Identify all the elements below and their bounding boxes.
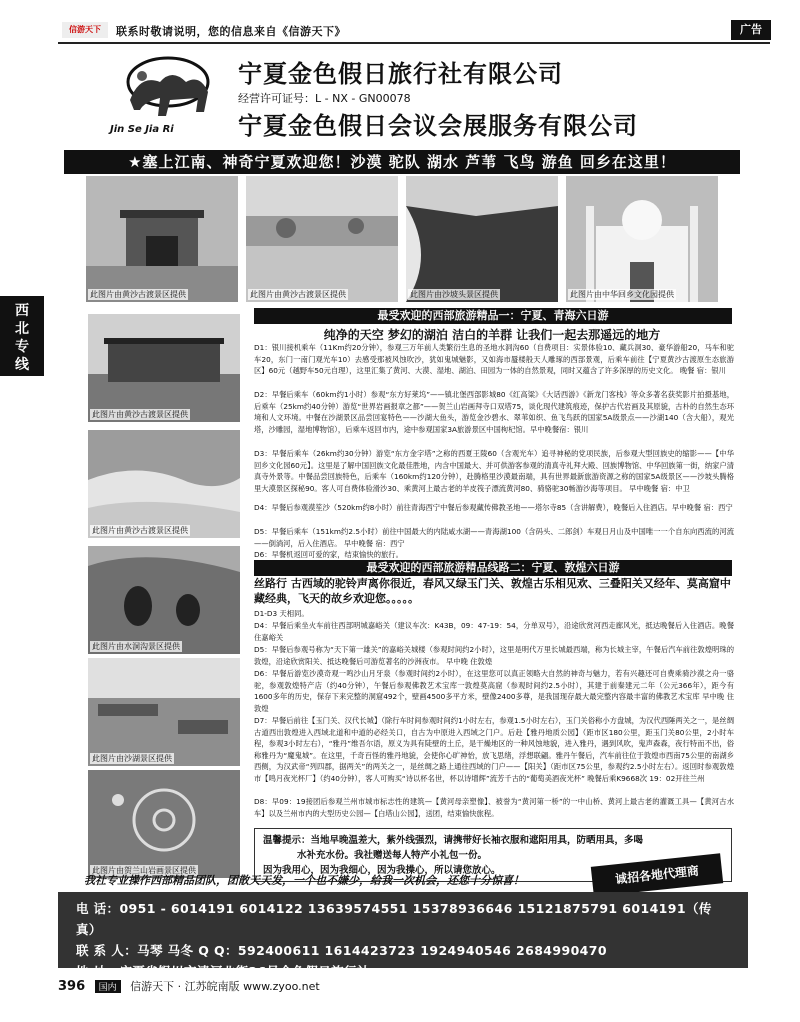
welcome-banner: ★塞上江南、神奇宁夏欢迎您！沙漠 驼队 湖水 芦苇 飞鸟 游鱼 回乡在这里！ (64, 150, 740, 174)
phone-line: 电 话：0951 - 6014191 6014122 13639574551 15378936646 15121875791 6014191（传真） (76, 901, 712, 937)
top-bar (58, 18, 770, 44)
cave-photo-icon (88, 546, 240, 654)
raft-photo-icon (88, 314, 240, 422)
edition-text: 信游天下 · 江苏皖南版 www.zyoo.net (130, 980, 320, 993)
mosque-photo-icon (566, 176, 718, 302)
page-footer (58, 978, 758, 998)
agent-recruit-badge: 诚招各地代理商 (591, 853, 723, 896)
photo-caption: 此图片由中华回乡文化园提供 (570, 290, 674, 299)
travel-advertisement (58, 46, 748, 979)
photo-sand-dune (406, 176, 558, 302)
company-name-conference: 宁夏金色假日会议会展服务有限公司 (238, 112, 638, 140)
photo-lake-shore (246, 176, 398, 302)
tab-char: 专 (15, 339, 29, 355)
photo-caption: 此图片由沙坡头景区提供 (410, 290, 498, 299)
route1-day2: D2：早餐后乘车（60km约1小时）参观“东方好莱坞”——镇北堡西部影城80《红高粱》《大话西游》《新龙门客栈》等众多著名获奖影片拍摄基地，后乘车（25km约40分钟）游览“世界岩画报章之都”——贺兰山岩画拜寺口双塔75，谈化现代建筑痕迹，保护古代岩画及其原貌，古朴的自然生态环境和人文环境。中餐在沙湖景区品尝回宴特色——沙湖大鱼头，游览金沙碧水、翠苇如织、鱼飞鸟跃的国家5A级景点——沙湖140（含大船），观光塔，沙雕园，湿地博物馆），后乘车返回市内，途中参观国家3A旅游景区中国枸杞馆。早中晚餐宿：银川 (254, 390, 734, 434)
photo-desert (88, 430, 240, 538)
photo-caption: 此图片由黄沙古渡景区提供 (250, 290, 346, 299)
petroglyph-photo-icon (88, 770, 240, 878)
photo-sand-lake (88, 658, 240, 766)
ad-label: 广告 (731, 20, 771, 40)
route2-slogan: 丝路行 古西域的驼铃声离你很近，春风又绿玉门关、敦煌古乐相见欢、三叠阳关又经年、莫高窟中藏经典，飞天的故乡欢迎您。。。。。 (254, 577, 731, 605)
route1-day4: D4：早餐后参观漠笙沙（520km约8小时）前往青海西宁中餐后参观藏传佛教圣地——塔尔寺85（含讲解费），晚餐后入住酒店。早中晚餐 宿：西宁 (254, 503, 733, 512)
license-number: 经营许可证号：L - NX - GN00078 (238, 92, 411, 105)
dune-photo-icon (406, 176, 558, 302)
route2-day5: D5：早餐后参观号称为“天下第一雄关”的嘉峪关城楼（参观时间约2小时），这里是明代万里长城最西端，称为长城主宰，午餐后汽车前往敦煌明珠的敦煌，沿途欣赏阳关、抵达晚餐后可游览著名的沙洲夜市。 早中晚 住敦煌 (254, 645, 734, 666)
tip-line: 因为我用心，因为我细心，因为我操心，所以请您放心。 (263, 865, 501, 876)
photo-caption: 此图片由黄沙古渡景区提供 (92, 410, 188, 419)
photo-cave (88, 546, 240, 654)
route2-day1-3: D1-D3 天相同。 (254, 609, 309, 618)
photo-rock-painting (88, 770, 240, 878)
route2-day7: D7：早餐后前往【玉门关、汉代长城】（除行车时间参观时间约1小时左右，参观1.5小时左右），玉门关俗称小方盘城，为汉代西陲两关之一，是丝绸古道西出敦煌进入西域北道和中道的必经关口，自古为中原进入西域之门户。后赴【雅丹地质公园】（距市区180公里，距玉门关80公里，2小时车程，参观3小时左右），“雅丹”维吾尔语，原义为具有陡壁的土丘，是干燥地区的一种风蚀地貌，进入雅丹，遇到风吹，鬼声森森，夜行特而不出，俗称雅丹为“魔鬼城”。在这里，千奇百怪的雅丹地貌，会使你心旷神怡，放飞思绪，浮想联翩。雅丹午餐后，汽车前往位于敦煌市西南75公里的南湖乡西侧，为汉武帝“列四郡，据两关”的两关之一，是丝绸之路上通往西域的门户——【阳关】（距市区75公里，参观约2.5小时左右）。返回时参观敦煌市【鸣月夜光杯厂】（约40分钟），客人可购买“诗以杯名世，杯以诗增辉”流芳千古的“葡萄美酒夜光杯” 晚餐后乘K9668次 19：02开往兰州 (254, 716, 734, 783)
route2-day8: D8：早09：19接团后参观兰州市城市标志性的建筑—【黄河母亲塑像】、被誉为“黄河第一桥”的一中山桥、黄河上最古老的灌溉工具—【黄河古水车】以及兰州市内的大型历史公园—【白塔山公园】，送团，结束愉快旅程。 (254, 797, 734, 818)
photo-ancient-ferry-gate (86, 176, 238, 302)
section-tab-northwest (0, 296, 44, 376)
tab-char: 西 (15, 303, 29, 319)
top-photo-row (86, 176, 720, 304)
tip-line: 水补充水份。我社赠送每人特产小礼包一份。 (297, 850, 488, 861)
tip-line: 温馨提示：当地早晚温差大，紫外线强烈，请携带好长袖衣服和遮阳用具，防晒用具，多喝 (263, 835, 644, 846)
photo-caption: 此图片由水洞沟景区提供 (92, 642, 180, 651)
route2-title: 最受欢迎的西部旅游精品线路二：宁夏、敦煌六日游 (254, 560, 732, 576)
tab-char: 北 (15, 321, 29, 337)
photo-raft (88, 314, 240, 422)
route1-day3: D3：早餐后乘车（26km约30分钟）游览“东方金字塔”之称的西夏王陵60（含观光车）追寻神秘的党项民族，后参观大型回族史的缩影——【中华回乡文化园60元】。这里是了解中国回族文化最佳胜地，内含中国最大、并可供游客参观的清真寺礼拜大殿、回族博物馆、中华回族第一街，纳家户清真寺外景等。中餐品尝回族特色，后乘车（160km约120分钟），赴腾格里沙漠最南端，具有世界最新旅游资源之称的国家5A级景区——沙坡头腾格里大漠景区探秘90。客人可自费体验滑沙30、乘黄河上最古老的羊皮筏子漂流黄河80、骑骆驼30畅游沙海等项目。 早中晚餐 宿：中卫 (254, 449, 734, 493)
ad-header (58, 46, 748, 146)
route1-day1: D1：银川接机乘车（11Km约20分钟），参观三万年前人类繁衍生息的圣地水洞沟60（自费项目：实景体验10、藏兵洞30、豪华游船20，马车和驼车20，东门一南门观光车10）去感受那被风蚀吹沙，犹如鬼城魅影，又如海市蜃楼般天人雕琢的西部景观，后乘车前往【宁夏黄沙古渡原生态旅游区】60元（越野车50元自理），这里汇集了黄河、大漠、湿地、湖泊、田园为一体的自然景观，同时又蕴含了许多深厚的历史文化。 晚餐 宿：银川 (254, 343, 734, 376)
route2-day6: D6：早餐后游览沙漠奇观一鸣沙山月牙泉（参观时间约2小时），在这里您可以真正领略大自然的神奇与魅力，若有兴趣还可自费乘骑沙漠之舟一骆驼，参观敦煌特产店（约40分钟），午餐后参观佛教艺术宝库一敦煌莫高窟（参观时间约2.5小时），其建于前秦建元二年（公元366年），距今有1600多年的历史，保存下来完整的洞窟492个，壁画4500多平方米，壁像2400多尊，是我国现存最大最完整内容最丰富的佛教艺术宝库 早中晚 住敦煌 (254, 669, 734, 713)
photo-caption: 此图片由沙湖景区提供 (92, 754, 172, 763)
source-notice: 联系时敬请说明，您的信息来自《信游天下》 (116, 25, 346, 38)
photo-caption: 此图片由贺兰山岩画景区提供 (92, 866, 196, 875)
service-slogan: 我社专业操作西部精品团队，团散天天发，一个也不嫌少，给我一次机会，还您十分惊喜！ (84, 874, 524, 887)
gate-photo-icon (86, 176, 238, 302)
page-number: 396 (58, 979, 86, 994)
photo-caption: 此图片由黄沙古渡景区提供 (92, 526, 188, 535)
desert-photo-icon (88, 430, 240, 538)
tab-char: 线 (15, 357, 29, 373)
route2-day4: D4：早餐后乘坐火车前往西部明城嘉峪关（建议车次：K43B，09：47-19：54，分单双号），沿途欣赏河西走廊风光，抵达晚餐后入住酒店。晚餐 住嘉峪关 (254, 621, 734, 642)
reed-photo-icon (88, 658, 240, 766)
magazine-logo: 信游天下 (62, 22, 108, 38)
contact-person-line: 联 系 人：马琴 马冬 Q Q：592400611 1614423723 1924940546 2684990470 (76, 943, 607, 958)
company-name-travel: 宁夏金色假日旅行社有限公司 (238, 60, 563, 88)
contact-panel (58, 892, 748, 979)
route1-title: 最受欢迎的西部旅游精品一：宁夏、青海六日游 (254, 308, 732, 324)
photo-hui-culture-park (566, 176, 718, 302)
photo-caption: 此图片由黄沙古渡景区提供 (90, 290, 186, 299)
route1-day5: D5：早餐后乘车（151km约2.5小时）前往中国最大的内陆咸水湖——青海湖100（含码头、二郎剑）车观日月山及中国唯一一个自东向西流的河流——倒淌河，后入住酒店。 早中晚餐 宿：西宁 (254, 527, 734, 548)
address-line: 地 址：宁夏省银川市清河北街26号金色假日旅行社 (76, 964, 370, 979)
route1-slogan: 纯净的天空 梦幻的湖泊 洁白的羊群 让我们一起去那遥远的地方 (323, 328, 661, 342)
logo-text: Jin Se Jia Ri (110, 124, 174, 135)
domestic-tag: 国内 (95, 980, 121, 993)
route1-day6: D6：早餐机返回可爱的家，结束愉快的旅行。 (254, 550, 403, 559)
lake-photo-icon (246, 176, 398, 302)
